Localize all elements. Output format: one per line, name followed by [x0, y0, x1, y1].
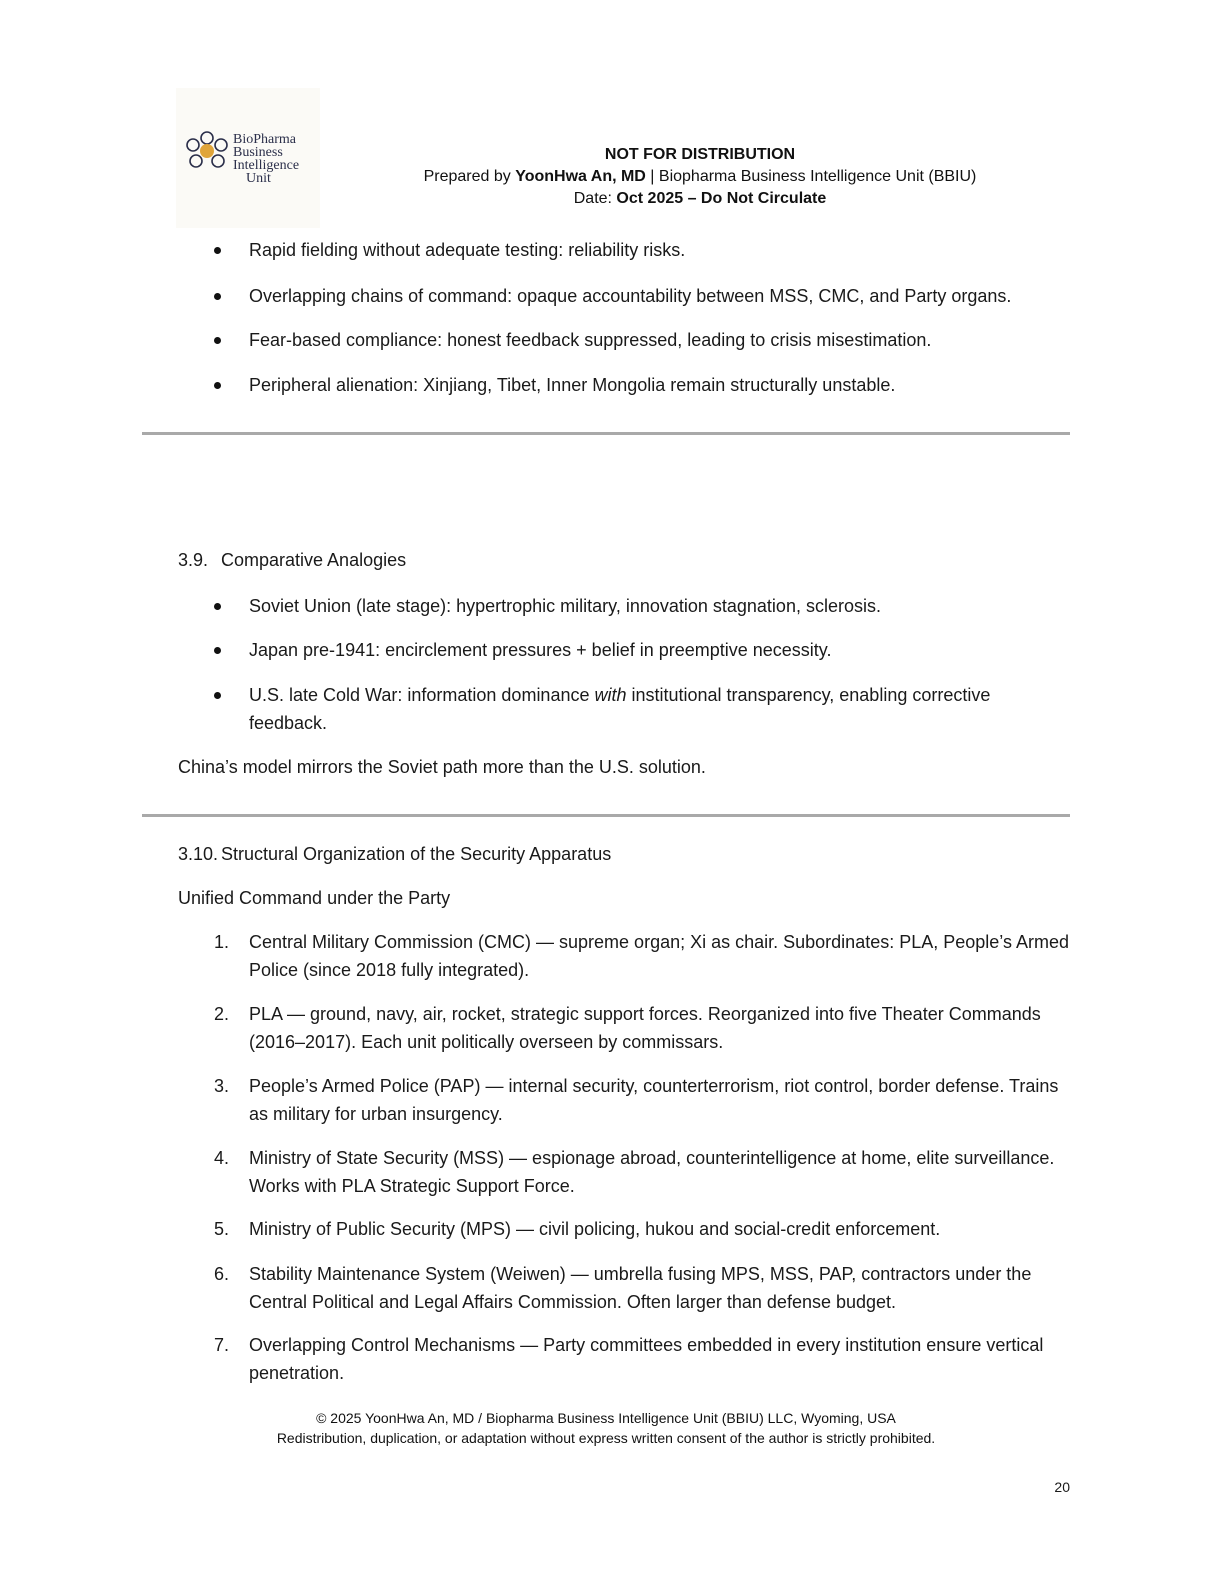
section-divider [142, 814, 1070, 817]
logo-wordmark [233, 133, 299, 185]
distribution-notice: NOT FOR DISTRIBUTION [604, 146, 796, 163]
page-number: 20 [1054, 1479, 1070, 1495]
section-title: Structural Organization of the Security Apparatus [221, 844, 612, 864]
item-number: 1. [214, 932, 230, 952]
item-text: Overlapping Control Mechanisms — Party committees embedded in every institution ensure vertical penetration. [249, 1335, 1044, 1383]
section-title: Comparative Analogies [221, 550, 407, 570]
date-value: Oct 2025 – Do Not Circulate [616, 190, 827, 207]
organization-name: | Biopharma Business Intelligence Unit (BBIU) [645, 168, 977, 185]
molecule-logo-icon [182, 130, 232, 170]
item-number: 2. [214, 1004, 230, 1024]
item-number: 4. [214, 1148, 230, 1168]
bullet-text: Japan pre-1941: encirclement pressures + belief in preemptive necessity. [249, 640, 832, 660]
item-number: 7. [214, 1335, 230, 1355]
bullet-text-part: U.S. late Cold War: information dominance [249, 685, 595, 705]
item-number: 3. [214, 1076, 230, 1096]
logo-line: BioPharma [233, 132, 296, 147]
bbiu-logo [176, 88, 320, 228]
date-prefix: Date: [573, 190, 617, 207]
bullet-text: Overlapping chains of command: opaque accountability between MSS, CMC, and Party organs. [249, 286, 1012, 306]
prepared-by-line [320, 166, 1080, 188]
bullet-text: Peripheral alienation: Xinjiang, Tibet, Inner Mongolia remain structurally unstable. [249, 375, 896, 395]
item-text: Stability Maintenance System (Weiwen) — umbrella fusing MPS, MSS, PAP, contractors under the Central Political and Legal Affairs Commission. Often larger than defense budget. [249, 1264, 1032, 1312]
bullet-text: Fear-based compliance: honest feedback suppressed, leading to crisis misestimation. [249, 330, 932, 350]
item-text: PLA — ground, navy, air, rocket, strategic support forces. Reorganized into five Theater Commands (2016–2017). Each unit politically overseen by commissars. [249, 1004, 1041, 1052]
item-number: 5. [214, 1219, 230, 1239]
section-conclusion: China’s model mirrors the Soviet path more than the U.S. solution. [178, 757, 706, 777]
author-name: YoonHwa An, MD [515, 168, 646, 185]
logo-line: Intelligence [233, 158, 300, 173]
redistribution-notice: Redistribution, duplication, or adaptation without express written consent of the author is strictly prohibited. [276, 1430, 936, 1446]
section-number: 3.9. [178, 550, 209, 570]
section-number: 3.10. [178, 844, 219, 864]
bullet-text-part: institutional transparency, enabling corrective feedback. [249, 685, 991, 733]
item-number: 6. [214, 1264, 230, 1284]
item-text: Central Military Commission (CMC) — supreme organ; Xi as chair. Subordinates: PLA, People’s Armed Police (since 2018 fully integrated). [249, 932, 1069, 980]
section-divider [142, 432, 1070, 435]
bullet-text [249, 681, 1019, 737]
item-text: Ministry of Public Security (MPS) — civil policing, hukou and social-credit enforcement. [249, 1219, 941, 1239]
subsection-title: Unified Command under the Party [178, 888, 451, 908]
item-text: People’s Armed Police (PAP) — internal security, counterterrorism, riot control, border defense. Trains as military for urban insurgency. [249, 1076, 1059, 1124]
date-line [320, 188, 1080, 210]
logo-line: Unit [246, 171, 271, 186]
section-heading [178, 546, 406, 574]
section-heading [178, 840, 611, 868]
emphasis-text: with [594, 685, 627, 705]
bullet-text: Rapid fielding without adequate testing: reliability risks. [249, 240, 686, 260]
page-header [320, 144, 1080, 210]
item-text: Ministry of State Security (MSS) — espionage abroad, counterintelligence at home, elite surveillance. Works with PLA Strategic Support Force. [249, 1148, 1055, 1196]
copyright-notice: © 2025 YoonHwa An, MD / Biopharma Business Intelligence Unit (BBIU) LLC, Wyoming, USA [316, 1410, 896, 1426]
logo-line: Business [233, 145, 283, 160]
page-footer [200, 1408, 1012, 1448]
bullet-text: Soviet Union (late stage): hypertrophic military, innovation stagnation, sclerosis. [249, 596, 881, 616]
prepared-prefix: Prepared by [423, 168, 516, 185]
